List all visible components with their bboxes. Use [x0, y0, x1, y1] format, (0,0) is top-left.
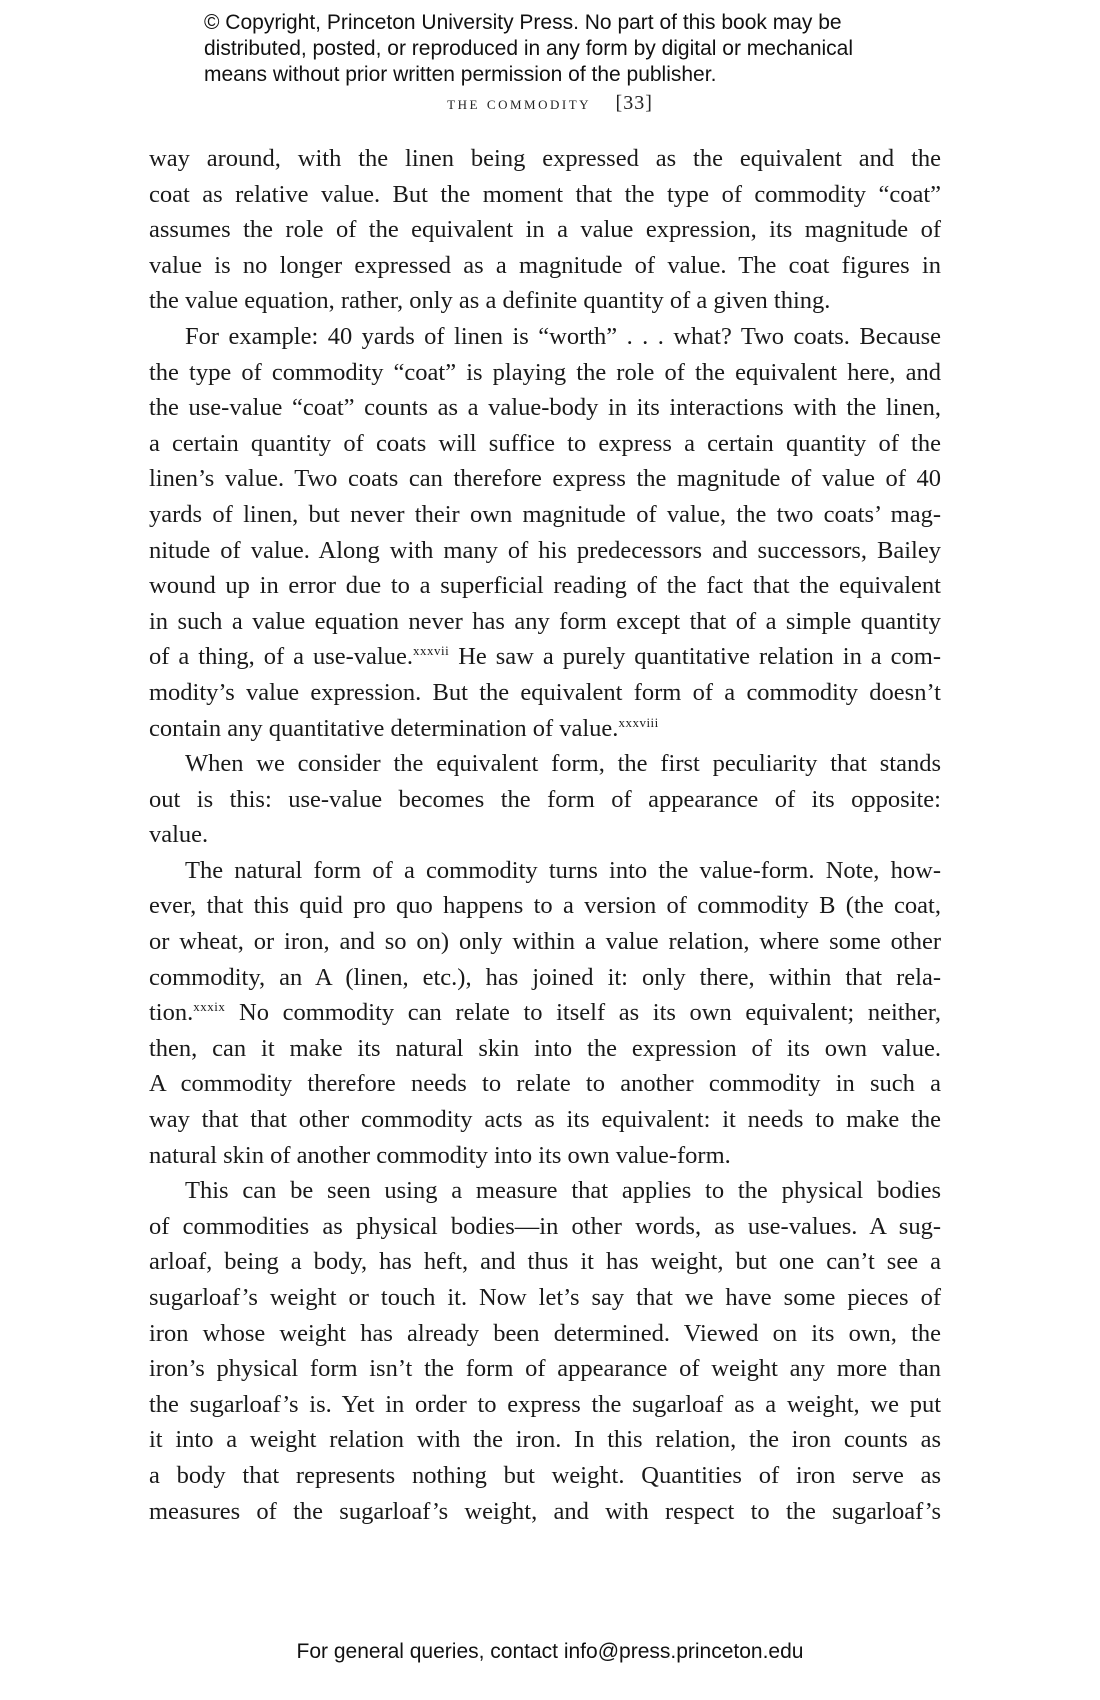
text-line — [149, 1422, 941, 1458]
text-line — [149, 426, 941, 462]
text-segment: way around, with the linen being expressed as the equivalent and the — [149, 145, 941, 172]
copyright-notice — [204, 10, 924, 88]
text-line — [149, 319, 941, 355]
text-segment: nitude of value. Along with many of his predecessors and successors, Bailey — [149, 536, 941, 564]
text-segment: linen’s value. Two coats can therefore express the magnitude of value of 40 — [149, 465, 941, 493]
text-line — [149, 355, 941, 391]
text-segment: He saw a purely quantitative relation in a com- — [449, 643, 942, 671]
text-segment: the type of commodity “coat” is playing the role of the equivalent here, and — [149, 358, 941, 386]
text-segment: the value equation, rather, only as a definite quantity of a given thing. — [149, 287, 831, 315]
text-line — [149, 1458, 941, 1494]
text-segment: of commodities as physical bodies—in other words, as use-values. A sug- — [149, 1212, 941, 1240]
text-line — [149, 1244, 941, 1280]
text-segment: tion. — [149, 999, 194, 1027]
text-segment: arloaf, being a body, has heft, and thus it has weight, but one can’t see a — [149, 1248, 941, 1276]
text-line — [149, 639, 941, 675]
text-segment: ever, that this quid pro quo happens to a version of commodity B (the coat, — [149, 892, 941, 920]
body-text — [149, 141, 941, 1529]
text-line — [149, 177, 941, 213]
text-segment: coat as relative value. But the moment that the type of commodity “coat” — [149, 180, 941, 208]
text-line — [149, 1173, 941, 1209]
text-line — [149, 995, 941, 1031]
text-line — [149, 248, 941, 284]
text-segment: then, can it make its natural skin into the expression of its own value. — [149, 1034, 941, 1062]
text-line — [149, 1280, 941, 1316]
text-line — [149, 1387, 941, 1423]
text-line — [149, 212, 941, 248]
text-line — [149, 1102, 941, 1138]
text-segment: wound up in error due to a superficial reading of the fact that the equivalent — [149, 572, 941, 600]
text-segment: sugarloaf’s weight or touch it. Now let’s say that we have some pieces of — [149, 1284, 941, 1311]
text-segment: iron whose weight has already been determined. Viewed on its own, the — [149, 1319, 941, 1347]
text-segment: the use-value “coat” counts as a value-body in its interactions with the linen, — [149, 394, 941, 422]
endnote-marker: xxxviii — [618, 714, 659, 730]
text-segment: assumes the role of the equivalent in a value expression, its magnitude of — [149, 216, 941, 244]
text-line — [149, 497, 941, 533]
text-segment: out is this: use-value becomes the form of appearance of its opposite: — [149, 785, 941, 813]
text-line — [149, 461, 941, 497]
text-line — [149, 675, 941, 711]
text-segment: The natural form of a commodity turns into the value-form. Note, how- — [185, 856, 941, 884]
running-title: the commodity — [447, 93, 592, 113]
text-line — [149, 1351, 941, 1387]
text-line — [149, 1494, 941, 1530]
copyright-line: © Copyright, Princeton University Press. No part of this book may be — [204, 11, 842, 34]
text-segment: measures of the sugarloaf’s weight, and with respect to the sugarloaf’s — [149, 1497, 941, 1525]
text-line — [149, 283, 941, 319]
text-segment: iron’s physical form isn’t the form of appearance of weight any more than — [149, 1355, 941, 1383]
text-segment: a body that represents nothing but weight. Quantities of iron serve as — [149, 1461, 941, 1489]
copyright-line: distributed, posted, or reproduced in any form by digital or mechanical — [204, 37, 854, 60]
text-segment: contain any quantitative determination of value. — [149, 714, 619, 742]
text-line — [149, 1138, 941, 1174]
text-segment: No commodity can relate to itself as its own equivalent; neither, — [225, 999, 941, 1027]
footer-contact: For general queries, contact info@press.princeton.edu — [296, 1640, 804, 1663]
text-line — [149, 746, 941, 782]
text-segment: it into a weight relation with the iron. In this relation, the iron counts as — [149, 1426, 941, 1454]
text-segment: yards of linen, but never their own magnitude of value, the two coats’ mag- — [149, 500, 941, 528]
running-head — [0, 92, 1100, 115]
endnote-marker: xxxvii — [413, 643, 450, 659]
text-line — [149, 1316, 941, 1352]
text-line — [149, 1066, 941, 1102]
text-segment: natural skin of another commodity into its own value-form. — [149, 1141, 731, 1169]
text-segment: When we consider the equivalent form, the first peculiarity that stands — [185, 750, 941, 778]
text-line — [149, 782, 941, 818]
text-line — [149, 817, 941, 853]
text-line — [149, 960, 941, 996]
text-segment: commodity, an A (linen, etc.), has joined it: only there, within that rela- — [149, 963, 941, 991]
text-line — [149, 1209, 941, 1245]
text-segment: a certain quantity of coats will suffice to express a certain quantity of the — [149, 429, 941, 457]
text-segment: This can be seen using a measure that applies to the physical bodies — [185, 1177, 941, 1205]
text-line — [149, 711, 941, 747]
endnote-marker: xxxix — [193, 999, 226, 1015]
text-line — [149, 533, 941, 569]
text-segment: of a thing, of a use-value. — [149, 643, 413, 671]
text-line — [149, 390, 941, 426]
text-line — [149, 568, 941, 604]
page-number: [33] — [615, 92, 653, 114]
text-segment: value. — [149, 821, 209, 849]
text-line — [149, 141, 941, 177]
text-line — [149, 924, 941, 960]
text-segment: modity’s value expression. But the equivalent form of a commodity doesn’t — [149, 678, 941, 706]
text-segment: For example: 40 yards of linen is “worth” . . . what? Two coats. Because — [185, 322, 941, 350]
text-segment: way that that other commodity acts as its equivalent: it needs to make the — [149, 1106, 941, 1134]
text-segment: or wheat, or iron, and so on) only within a value relation, where some other — [149, 928, 941, 956]
text-line — [149, 853, 941, 889]
text-segment: value is no longer expressed as a magnitude of value. The coat figures in — [149, 251, 941, 279]
text-line — [149, 1031, 941, 1067]
text-segment: the sugarloaf’s is. Yet in order to express the sugarloaf as a weight, we put — [149, 1390, 941, 1418]
text-line — [149, 604, 941, 640]
text-segment: in such a value equation never has any form except that of a simple quantity — [149, 607, 941, 635]
copyright-line: means without prior written permission of the publisher. — [204, 63, 717, 86]
text-line — [149, 888, 941, 924]
text-segment: A commodity therefore needs to relate to another commodity in such a — [149, 1070, 941, 1098]
